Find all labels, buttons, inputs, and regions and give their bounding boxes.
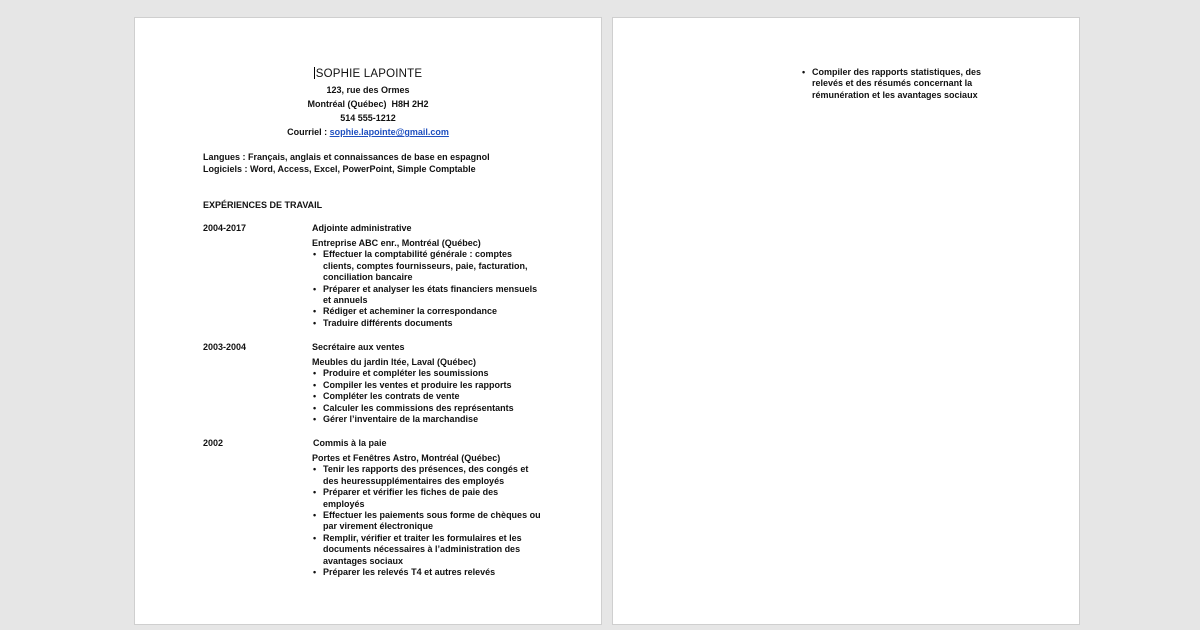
task-item: • Tenir les rapports des présences, des congés et des heuressupplémentaires des employés [323,464,542,487]
task-item: • Compléter les contrats de vente [323,391,542,402]
task-item: • Préparer et vérifier les fiches de paie des employés [323,487,542,510]
job-years: 2003-2004 [203,342,247,352]
task-item: • Gérer l’inventaire de la marchandise [323,414,542,425]
task-list [312,368,542,425]
job-title: Secrétaire aux ventes [312,342,405,352]
task-item: • Effectuer la comptabilité générale : comptes clients, comptes fournisseurs, paie, facturation, conciliation bancaire [323,249,542,283]
job-company: Meubles du jardin ltée, Laval (Québec) [312,357,477,367]
phone-line: 514 555-1212 [340,113,396,123]
document-page-2[interactable] [612,17,1080,625]
languages-line: Langues : Français, anglais et connaissances de base en espagnol [203,152,490,162]
task-item: • Compiler les ventes et produire les rapports [323,380,542,391]
job-title: Adjointe administrative [312,223,412,233]
job-title: Commis à la paie [313,438,387,448]
continued-task-list [801,67,1013,101]
email-line [135,125,601,139]
task-item: • Traduire différents documents [323,318,542,329]
job-company: Entreprise ABC enr., Montréal (Québec) [312,238,481,248]
document-page-1[interactable] [134,17,602,625]
candidate-name: SOPHIE LAPOINTE [315,68,423,80]
software-line: Logiciels : Word, Access, Excel, PowerPoint, Simple Comptable [203,163,476,174]
city-line: Montréal (Québec) H8H 2H2 [307,99,429,109]
email-label: Courriel : [287,127,330,137]
text-cursor [314,67,315,79]
job-years: 2004-2017 [203,223,247,233]
task-list [312,464,542,578]
task-item: • Rédiger et acheminer la correspondance [323,306,542,317]
task-item: • Compiler des rapports statistiques, des relevés et des résumés concernant la rémunération et les avantages sociaux [812,67,1013,101]
task-item: • Calculer les commissions des représentants [323,403,542,414]
task-item: • Produire et compléter les soumissions [323,368,542,379]
task-list [312,249,542,329]
task-item: • Effectuer les paiements sous forme de chèques ou par virement électronique [323,510,542,533]
task-item: • Préparer les relevés T4 et autres relevés [323,567,542,578]
section-title-experience: EXPÉRIENCES DE TRAVAIL [203,200,323,210]
task-item: • Préparer et analyser les états financiers mensuels et annuels [323,284,542,307]
task-list [801,67,1013,101]
email-link[interactable]: sophie.lapointe@gmail.com [329,127,449,137]
job-years: 2002 [203,438,224,448]
skills-block [203,152,490,175]
resume-header [135,67,601,139]
job-company: Portes et Fenêtres Astro, Montréal (Québec) [312,453,501,463]
address-line: 123, rue des Ormes [326,85,410,95]
task-item: • Remplir, vérifier et traiter les formulaires et les documents nécessaires à l’administration des avantages sociaux [323,533,542,567]
